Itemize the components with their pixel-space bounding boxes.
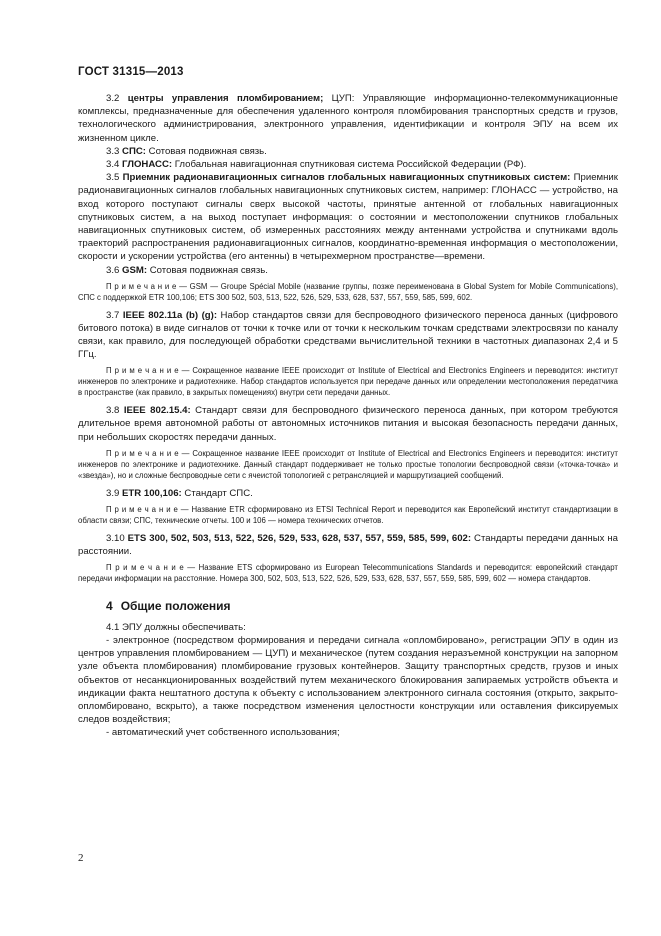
note-label: П р и м е ч а н и е (106, 562, 184, 572)
note-ets (78, 563, 618, 585)
document-body (78, 92, 618, 740)
clause-3-9 (78, 487, 618, 500)
note-ieee-802154 (78, 449, 618, 482)
clause-number: 3.10 (106, 532, 125, 544)
clause-number: 3.7 (106, 309, 120, 321)
note-label: П р и м е ч а н и е (106, 504, 178, 514)
page-number: 2 (78, 852, 84, 864)
clause-number: 3.3 (106, 145, 120, 157)
clause-number: 3.6 (106, 264, 120, 276)
clause-text: Глобальная навигационная спутниковая система Российской Федерации (РФ). (172, 159, 527, 171)
clause-number: 3.5 (106, 172, 120, 184)
clause-text: Стандарт СПС. (181, 487, 253, 499)
section-heading (78, 599, 618, 613)
clause-3-7 (78, 309, 618, 362)
clause-text: ЦУП: Управляющие информационно-телекоммуникационные комплексы, предназначенные для обеспечения удаленного контроля пломбирования транспортных средств и грузов, технологического администрирования, электронного управления, идентификации и контроля ЭПУ на всем их жизненном цикле. (78, 93, 619, 144)
note-text: — Сокращенное название IEEE происходит от Institute of Electrical and Electronics Engineers и переводится: институт инженеров по электронике и радиотехнике. Данный стандарт поддерживает не только простые топологии беспроводной связи («точка-точка» и «звезда»), но и сложные беспроводные сети с ячеистой топологией с ретрансляцией и маршрутизацией сообщений. (78, 448, 618, 480)
clause-number: 3.2 (106, 93, 120, 104)
clause-term: IEEE 802.15.4: (123, 405, 191, 417)
list-item: - электронное (посредством формирования и передачи сигнала «опломбировано», регистрации ЭПУ в один из центров управления пломбированием — ЦУП) и механическое (путем создания неразъемной конструкции на запорном узле объекта пломбирования) пломбирование грузовых контейнеров. Защиту транспортных средств, грузов и иных объектов от несанкционированных воздействий путем механического блокирования запираемых устройств объекта и индикации факта нештатного доступа к объекту с использованием электронного сигнала состояния (открыто, закрыто-опломбировано, вскрыто), а также посредством изменения целостности конструкции или оставления фиксируемых следов воздействия; (78, 634, 618, 726)
clause-text: Стандарт связи для беспроводного физического переноса данных, при котором требуются длительное время автономной работы от автономных источников питания и высокая безопасность передачи данных, при небольших скоростях передачи данных. (78, 405, 618, 443)
clause-text: Стандарты передачи данных на расстоянии. (78, 532, 618, 557)
clause-term: Приемник радионавигационных сигналов глобальных навигационных спутниковых систем: (122, 172, 571, 184)
list-item: - автоматический учет собственного использования; (106, 727, 340, 739)
section-number: 4 (106, 598, 113, 613)
clause-term: ГЛОНАСС: (122, 159, 173, 171)
note-label: П р и м е ч а н и е (106, 448, 179, 458)
note-gsm (78, 282, 618, 304)
clause-3-3 (78, 145, 618, 158)
clause-term: центры управления пломбированием; (127, 93, 324, 104)
note-label: П р и м е ч а н и е (106, 281, 177, 291)
note-etr (78, 505, 618, 527)
clause-text: Набор стандартов связи для беспроводного физического переноса данных (цифрового битового потока) в виде сигналов от точки к точке или от точки к нескольким точкам средствами электросвязи по каналу связи, как правило, для последующей обработки средствами вычислительной техники в частотных диапазонах 2,4 и 5 ГГц. (78, 309, 619, 361)
note-ieee-80211 (78, 366, 618, 399)
clause-3-5 (78, 171, 618, 263)
note-label: П р и м е ч а н и е (106, 366, 179, 376)
clause-number: 3.4 (106, 159, 120, 171)
clause-3-10 (78, 532, 618, 558)
clause-term: СПС: (122, 145, 146, 157)
clause-term: GSM: (122, 264, 148, 276)
document-header: ГОСТ 31315—2013 (78, 66, 184, 78)
section-title: Общие положения (120, 598, 231, 613)
clause-text: Сотовая подвижная связь. (145, 145, 267, 157)
clause-text: Приемник радионавигационных сигналов глобальных навигационных спутниковых систем, например: ГЛОНАСС — устройство, на вход которого поступают сигналы сверх высокой частоты, принятые антенной от глобальных навигационных спутниковых систем, а на выход поступает информация: о состоянии и местоположении спутников глобальных навигационных спутниковых систем, об измеренных расстояниях между антеннами устройства и спутниками вдоль траекторий распространения радионавигационных сигналов, координатно-временная информация о местоположении, скорости и ускорении устройства (его антенны) в четырехмерном пространстве—времени. (78, 172, 618, 263)
clause-term: ETR 100,106: (122, 487, 182, 499)
note-text: — Название ETR сформировано из ETSI Technical Report и переводится как Европейский институт стандартизации в области связи; СПС, технические отчеты. 100 и 106 — номера технических отчетов. (78, 504, 618, 525)
note-text: — Название ETS сформировано из European Telecommunications Standards и переводится: европейский стандарт передачи информации на расстояние. Номера 300, 502, 503, 513, 522, 526, 529, 533, 628, 537, 557, 559, 585, 599, 602 — номера стандартов. (78, 562, 618, 583)
note-text: — GSM — Groupe Spécial Mobile (название группы, позже переименована в Global System for Mobile Communications), СПС с поддержкой ETR 100,106; ETS 300 502, 503, 513, 522, 526, 529, 533, 628, 537, 557, 559, 585, 599, 602. (78, 281, 618, 302)
clause-3-2 (78, 92, 618, 145)
note-text: — Сокращенное название IEEE происходит от Institute of Electrical and Electronics Engineers и переводится: институт инженеров по электронике и радиотехнике. Набор стандартов используется при передаче данных или определении местоположения передатчика в пространстве (как правило, в закрытых помещениях) внутри сети передачи данных. (78, 366, 618, 398)
clause-3-4 (78, 158, 618, 171)
clause-3-8 (78, 404, 618, 444)
clause-text: Сотовая подвижная связь. (147, 264, 268, 276)
clause-4-1: 4.1 ЭПУ должны обеспечивать: (106, 621, 246, 633)
clause-number: 3.9 (106, 487, 120, 499)
clause-term: IEEE 802.11a (b) (g): (122, 309, 218, 321)
clause-3-6 (78, 264, 618, 277)
clause-term: ETS 300, 502, 503, 513, 522, 526, 529, 533, 628, 537, 557, 559, 585, 599, 602: (127, 532, 472, 544)
clause-number: 3.8 (106, 405, 120, 417)
